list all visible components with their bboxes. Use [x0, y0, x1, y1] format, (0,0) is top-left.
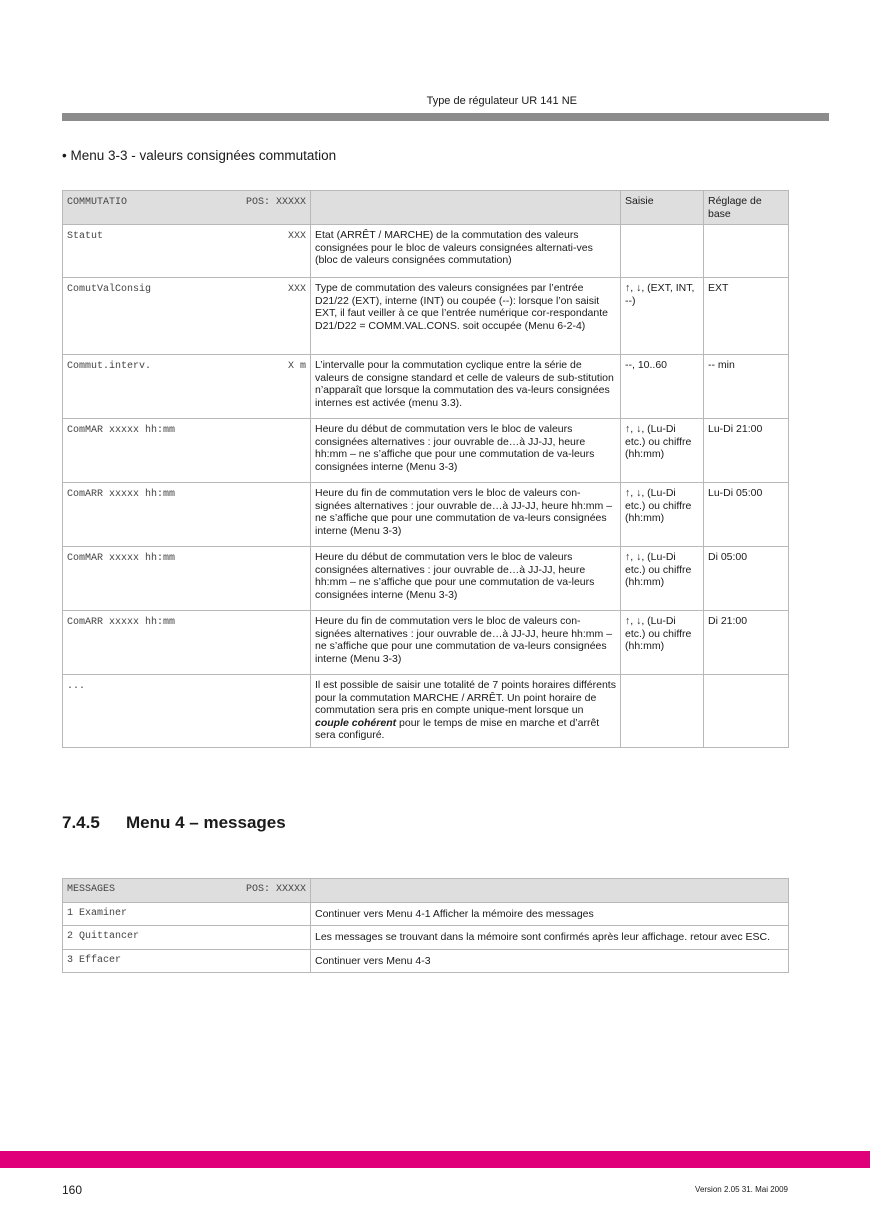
saisie-cell: ↑, ↓, (Lu-Di etc.) ou chiffre (hh:mm) — [621, 419, 704, 483]
section-number: 7.4.5 — [62, 813, 100, 832]
param-cell: 3 Effacer — [63, 949, 311, 973]
param-name: ComMAR xxxxx hh:mm — [67, 553, 176, 564]
param-cell — [63, 483, 311, 547]
desc-text-end: pour le temps de mise en marche et d’arrêt sera configuré. — [315, 716, 600, 741]
desc-cell: Etat (ARRÊT / MARCHE) de la commutation des valeurs consignées pour le bloc de valeurs consignées alternati-ves (bloc de valeurs consignées commutation) — [311, 225, 621, 278]
param-cell — [63, 547, 311, 611]
param-cell — [63, 355, 311, 419]
param-name: ComARR xxxxx hh:mm — [67, 617, 176, 628]
reglage-cell — [704, 225, 789, 278]
param-cell: 2 Quittancer — [63, 926, 311, 950]
table-row — [63, 949, 789, 973]
desc-cell: Heure du début de commutation vers le bloc de valeurs consignées alternatives : jour ouvrable de…à JJ-JJ, heure hh:mm – ne s’affiche que pour une commutation de va-leurs consignées interne (Menu 3-3) — [311, 419, 621, 483]
header-desc-cell — [311, 879, 789, 903]
section-title — [62, 148, 336, 163]
param-name: ComARR xxxxx hh:mm — [67, 489, 176, 500]
param-cell — [63, 611, 311, 675]
desc-cell: Les messages se trouvant dans la mémoire sont confirmés après leur affichage. retour avec ESC. — [311, 926, 789, 950]
header-pos-label: POS: XXXXX — [245, 197, 306, 208]
desc-cell: Heure du fin de commutation vers le bloc de valeurs con-signées alternatives : jour ouvrable de…à JJ-JJ, heure hh:mm – ne s’affiche que pour une commutation de va-leurs consignées interne (Menu 3-3) — [311, 483, 621, 547]
param-cell — [63, 675, 311, 748]
page-header-title: Type de régulateur UR 141 NE — [426, 95, 577, 107]
desc-cell: Continuer vers Menu 4-1 Afficher la mémoire des messages — [311, 902, 789, 926]
table-row — [63, 611, 789, 675]
reglage-cell: -- min — [704, 355, 789, 419]
saisie-cell: ↑, ↓, (Lu-Di etc.) ou chiffre (hh:mm) — [621, 611, 704, 675]
bullet: • — [62, 148, 67, 163]
param-cell — [63, 278, 311, 355]
header-menu-label: MESSAGES — [67, 884, 116, 895]
param-value: XXX — [287, 284, 306, 295]
table-header-row — [63, 879, 789, 903]
desc-cell: Continuer vers Menu 4-3 — [311, 949, 789, 973]
table-row — [63, 902, 789, 926]
param-value: XXX — [287, 231, 306, 242]
table-row — [63, 355, 789, 419]
saisie-cell: --, 10..60 — [621, 355, 704, 419]
param-name: ComMAR xxxxx hh:mm — [67, 425, 176, 436]
param-value: X m — [287, 361, 306, 372]
saisie-cell: ↑, ↓, (Lu-Di etc.) ou chiffre (hh:mm) — [621, 483, 704, 547]
table-row — [63, 926, 789, 950]
param-cell — [63, 419, 311, 483]
header-rule — [62, 113, 829, 121]
desc-cell: Heure du fin de commutation vers le bloc de valeurs con-signées alternatives : jour ouvrable de…à JJ-JJ, heure hh:mm – ne s’affiche que pour une commutation de va-leurs consignées interne (Menu 3-3) — [311, 611, 621, 675]
desc-cell: Type de commutation des valeurs consignées par l’entrée D21/22 (EXT), interne (INT) ou coupée (--): lorsque l’on saisit EXT, il faut veiller à ce que l’entrée numérique cor-respondante D21/D22 = COMM.VAL.CONS. soit occupée (Menu 6-2-4) — [311, 278, 621, 355]
header-saisie-cell: Saisie — [621, 191, 704, 225]
reglage-cell: EXT — [704, 278, 789, 355]
page-number: 160 — [62, 1183, 83, 1197]
param-name: ... — [67, 681, 86, 692]
table-row — [63, 225, 789, 278]
desc-cell — [311, 675, 621, 748]
header-param-cell — [63, 879, 311, 903]
table-row — [63, 483, 789, 547]
header-param-cell — [63, 191, 311, 225]
saisie-cell — [621, 225, 704, 278]
header-menu-label: COMMUTATIO — [67, 197, 128, 208]
messages-table — [62, 878, 789, 973]
desc-cell: Heure du début de commutation vers le bloc de valeurs consignées alternatives : jour ouvrable de…à JJ-JJ, heure hh:mm – ne s’affiche que pour une commutation de va-leurs consignées interne (Menu 3-3) — [311, 547, 621, 611]
param-cell — [63, 225, 311, 278]
commutation-table — [62, 190, 789, 748]
reglage-cell: Di 05:00 — [704, 547, 789, 611]
desc-cell: L’intervalle pour la commutation cyclique entre la série de valeurs de consigne standard et celle de valeurs de sub-stitution n’apparaît que lorsque la commutation des va-leurs consignées internes est activée (menu 3.3). — [311, 355, 621, 419]
reglage-cell — [704, 675, 789, 748]
header-pos-label: POS: XXXXX — [245, 884, 306, 895]
reglage-cell: Lu-Di 05:00 — [704, 483, 789, 547]
table-header-row — [63, 191, 789, 225]
param-cell: 1 Examiner — [63, 902, 311, 926]
param-name: Statut — [67, 231, 104, 242]
desc-text: Il est possible de saisir une totalité de 7 points horaires différents pour la commutation MARCHE / ARRÊT. Un point horaire de commutation sera pris en compte unique-ment lorsque un — [315, 679, 616, 716]
footer-accent-bar — [0, 1151, 870, 1168]
saisie-cell: ↑, ↓, (EXT, INT, --) — [621, 278, 704, 355]
reglage-cell: Lu-Di 21:00 — [704, 419, 789, 483]
table-row — [63, 547, 789, 611]
param-name: ComutValConsig — [67, 284, 152, 295]
header-desc-cell — [311, 191, 621, 225]
section-heading-text: Menu 4 – messages — [126, 813, 286, 832]
saisie-cell: ↑, ↓, (Lu-Di etc.) ou chiffre (hh:mm) — [621, 547, 704, 611]
table-row — [63, 278, 789, 355]
footer-version: Version 2.05 31. Mai 2009 — [695, 1185, 788, 1194]
desc-emphasis: couple cohérent — [315, 716, 397, 729]
section-title-text: Menu 3-3 - valeurs consignées commutation — [70, 148, 337, 163]
reglage-cell: Di 21:00 — [704, 611, 789, 675]
saisie-cell — [621, 675, 704, 748]
section-heading — [62, 813, 286, 833]
table-row — [63, 419, 789, 483]
table-row — [63, 675, 789, 748]
header-reglage-cell: Réglage de base — [704, 191, 789, 225]
param-name: Commut.interv. — [67, 361, 152, 372]
